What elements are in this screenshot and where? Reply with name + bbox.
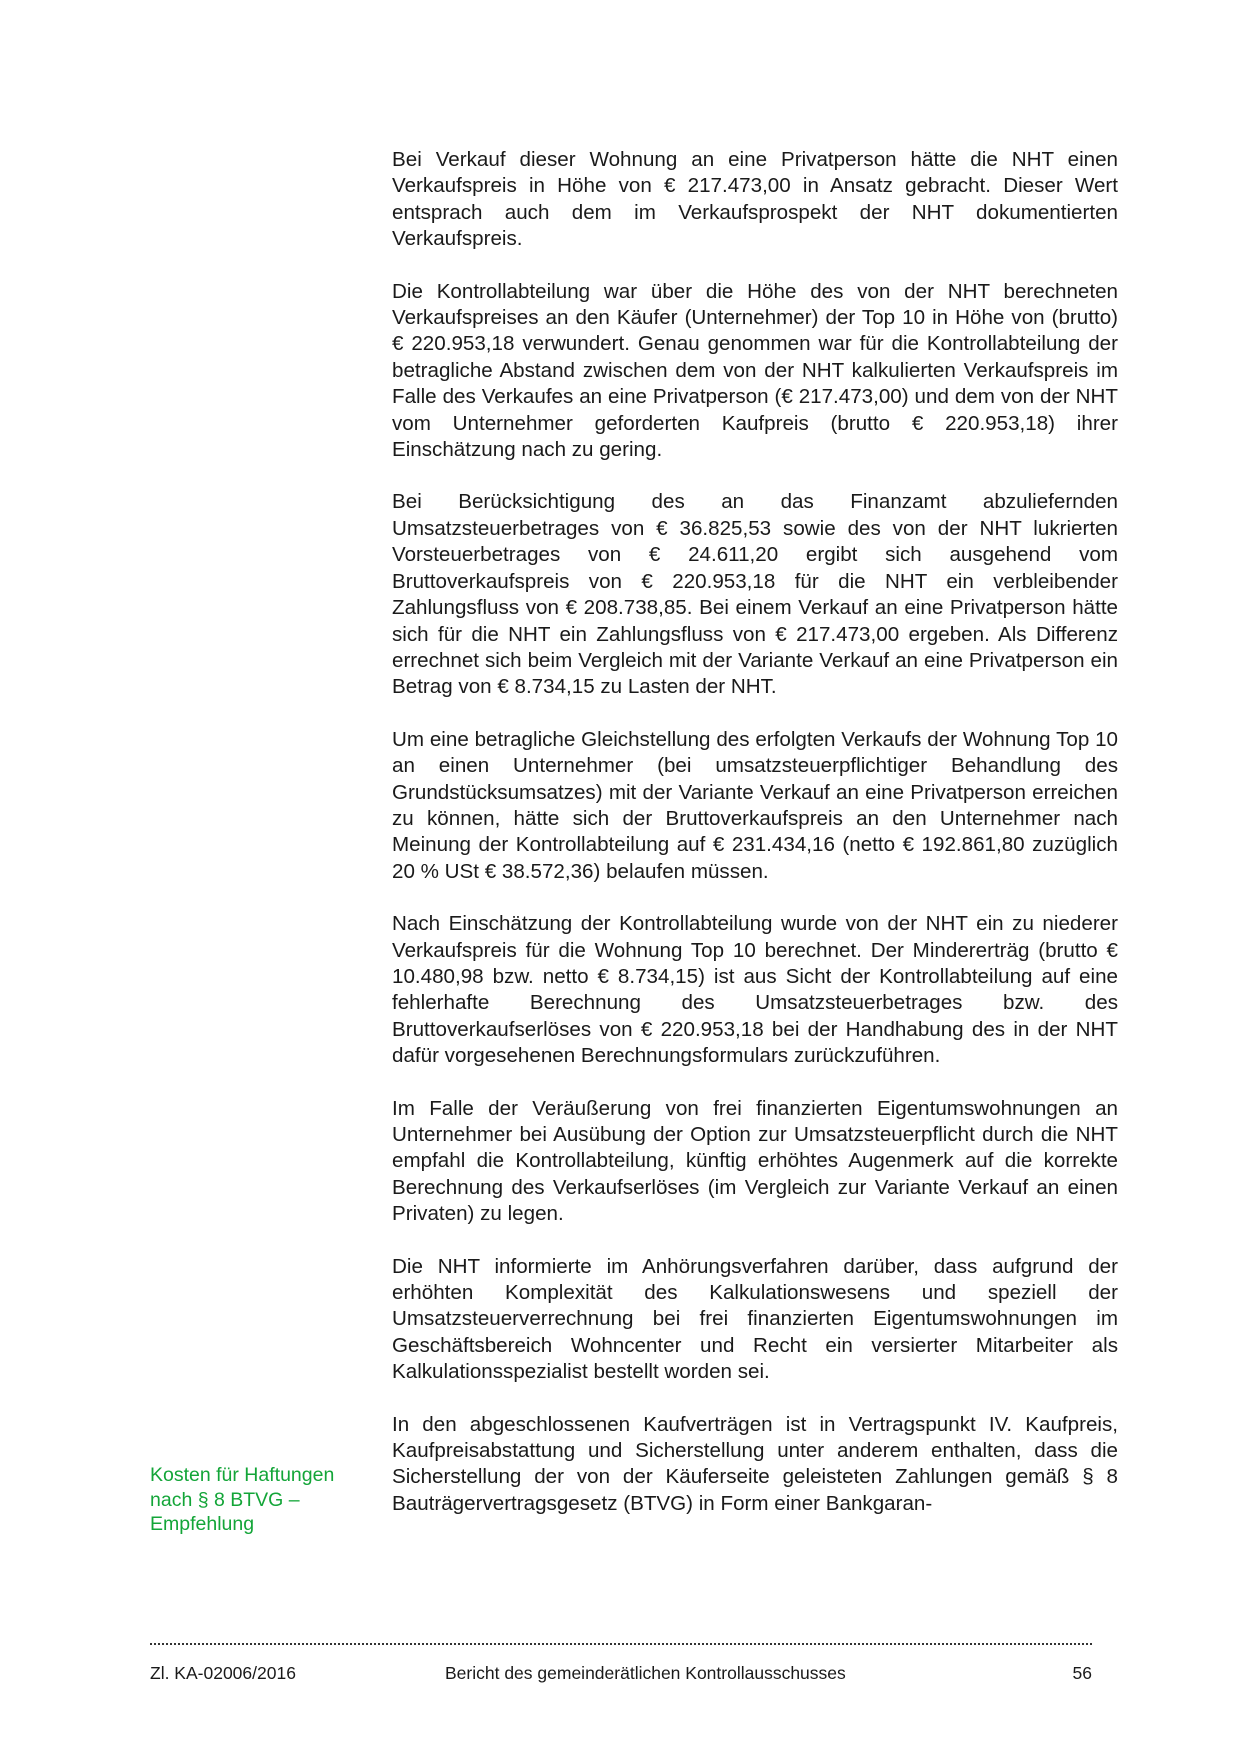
margin-heading-line-1: Kosten für Haftungen [150,1464,335,1486]
paragraph-4: Um eine betragliche Gleichstellung des erfolgten Verkaufs der Wohnung Top 10 an einen Unternehmer (bei umsatzsteuerpflichtiger Behandlung des Grundstücksumsatzes) mit der Variante Verkauf an eine Privatperson erreichen zu können, hätte sich der Bruttoverkaufspreis an den Unternehmer nach Meinung der Kontrollabteilung auf € 231.434,16 (netto € 192.861,80 zuzüglich 20 % USt € 38.572,36) belaufen müssen. [392,727,1118,883]
page-number: 56 [1072,1663,1092,1683]
margin-heading-line-2: nach § 8 BTVG – [150,1488,300,1511]
paragraph-1: Bei Verkauf dieser Wohnung an eine Privatperson hätte die NHT einen Verkaufspreis in Höhe von € 217.473,00 in Ansatz gebracht. Dieser Wert entsprach auch dem im Verkaufsprospekt der NHT dokumentierten Verkaufspreis. [392,148,1118,251]
margin-heading [150,1463,360,1537]
paragraph-6: Im Falle der Veräußerung von frei finanzierten Eigentumswohnungen an Unternehmer bei Ausübung der Option zur Umsatzsteuerpflicht durch die NHT empfahl die Kontrollabteilung, künftig erhöhtes Augenmerk auf die korrekte Berechnung des Verkaufserlöses (im Vergleich zur Variante Verkauf an einen Privaten) zu legen. [392,1096,1118,1226]
paragraph-7: Die NHT informierte im Anhörungsverfahren darüber, dass aufgrund der erhöhten Komplexität des Kalkulationswesens und speziell der Umsatzsteuerverrechnung bei frei finanzierten Eigentumswohnungen im Geschäftsbereich Wohncenter und Recht ein versierter Mitarbeiter als Kalkulationsspezialist bestellt worden sei. [392,1254,1118,1384]
main-text-column [392,147,1118,1543]
paragraph-2: Die Kontrollabteilung war über die Höhe des von der NHT berechneten Verkaufspreises an den Käufer (Unternehmer) der Top 10 in Höhe von (brutto) € 220.953,18 verwundert. Genau genommen war für die Kontrollabteilung der betragliche Abstand zwischen dem von der NHT kalkulierten Verkaufspreis im Falle des Verkaufes an eine Privatperson (€ 217.473,00) und dem von der NHT vom Unternehmer geforderten Kaufpreis (brutto € 220.953,18) ihrer Einschätzung nach zu gering. [392,279,1118,462]
paragraph-8: In den abgeschlossenen Kaufverträgen ist in Vertragspunkt IV. Kaufpreis, Kaufpreisabstattung und Sicherstellung unter anderem enthalten, dass die Sicherstellung der von der Käuferseite geleisteten Zahlungen gemäß § 8 Bauträgervertragsgesetz (BTVG) in Form einer Bankgaran- [392,1412,1118,1515]
paragraph-3: Bei Berücksichtigung des an das Finanzamt abzuliefernden Umsatzsteuerbetrages von € 36.825,53 sowie des von der NHT lukrierten Vorsteuerbetrages von € 24.611,20 ergibt sich ausgehend vom Bruttoverkaufspreis von € 220.953,18 für die NHT ein verbleibender Zahlungsfluss von € 208.738,85. Bei einem Verkauf an eine Privatperson hätte sich für die NHT ein Zahlungsfluss von € 217.473,00 ergeben. Als Differenz errechnet sich beim Vergleich mit der Variante Verkauf an eine Privatperson ein Betrag von € 8.734,15 zu Lasten der NHT. [392,490,1118,699]
margin-heading-line-3: Empfehlung [150,1513,255,1535]
page-footer [150,1662,1092,1686]
footer-dotted-rule [150,1643,1092,1645]
document-reference: Zl. KA-02006/2016 [150,1663,296,1683]
paragraph-5: Nach Einschätzung der Kontrollabteilung wurde von der NHT ein zu niederer Verkaufspreis für die Wohnung Top 10 berechnet. Der Mindererträg (brutto € 10.480,98 bzw. netto € 8.734,15) ist aus Sicht der Kontrollabteilung auf eine fehlerhafte Berechnung des Umsatzsteuerbetrages bzw. des Bruttoverkaufserlöses von € 220.953,18 bei der Handhabung des in der NHT dafür vorgesehenen Berechnungsformulars zurückzuführen. [392,912,1118,1068]
report-title: Bericht des gemeinderätlichen Kontrollausschusses [445,1663,846,1683]
